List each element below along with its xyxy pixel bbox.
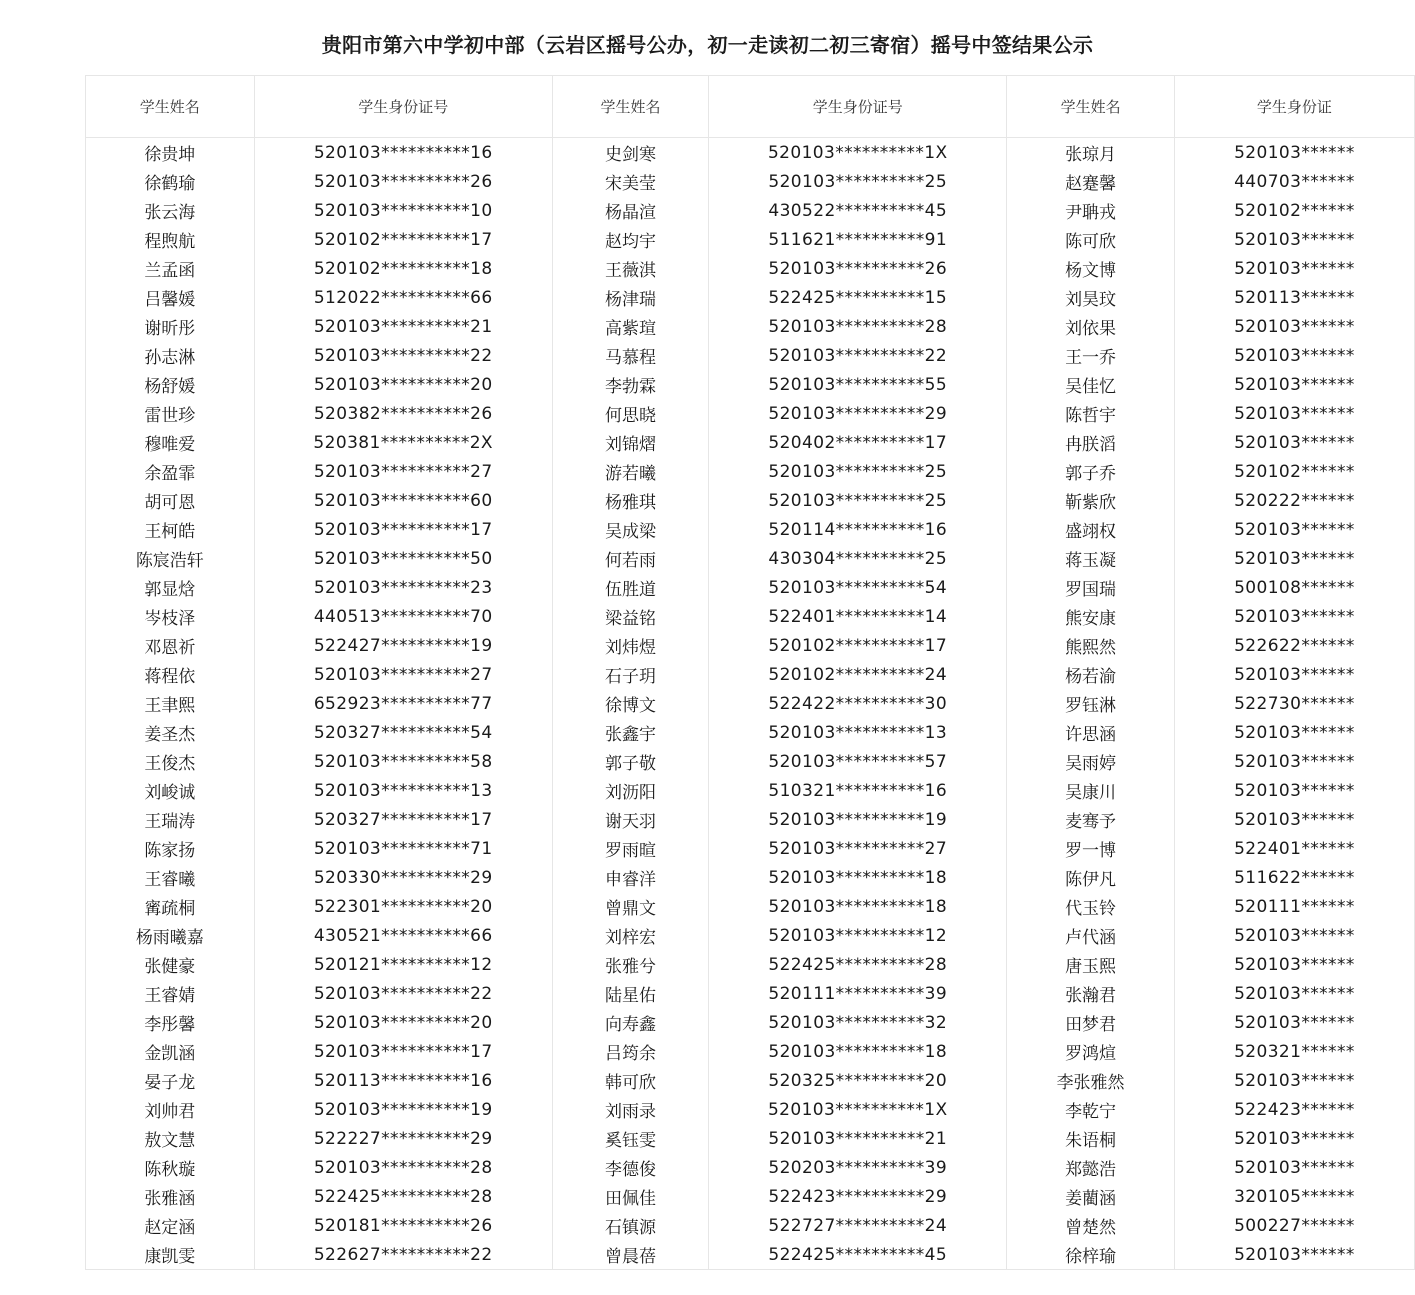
student-name-1-cell: 雷世珍 bbox=[86, 399, 255, 428]
student-id-1-cell: 520113**********16 bbox=[254, 1066, 552, 1095]
student-id-2-cell: 520103**********18 bbox=[709, 863, 1007, 892]
student-id-1-cell: 520102**********18 bbox=[254, 254, 552, 283]
student-id-2-cell: 520103**********12 bbox=[709, 921, 1007, 950]
student-id-1-cell: 520103**********17 bbox=[254, 515, 552, 544]
student-name-1-cell: 张雅涵 bbox=[86, 1182, 255, 1211]
table-row bbox=[86, 1124, 1415, 1153]
student-name-3-cell: 曾楚然 bbox=[1007, 1211, 1175, 1240]
table-row bbox=[86, 312, 1415, 341]
student-id-2-cell: 520103**********22 bbox=[709, 341, 1007, 370]
student-name-1-cell: 康凯雯 bbox=[86, 1240, 255, 1270]
student-name-2-cell: 石镇源 bbox=[552, 1211, 708, 1240]
table-row bbox=[86, 718, 1415, 747]
student-name-3-cell: 赵蹇馨 bbox=[1007, 167, 1175, 196]
table-row bbox=[86, 1037, 1415, 1066]
table-row bbox=[86, 689, 1415, 718]
student-id-1-cell: 520103**********23 bbox=[254, 573, 552, 602]
student-id-3-cell: 520103****** bbox=[1174, 602, 1414, 631]
student-id-3-cell: 520103****** bbox=[1174, 399, 1414, 428]
student-id-1-cell: 520103**********71 bbox=[254, 834, 552, 863]
student-id-3-cell: 520103****** bbox=[1174, 544, 1414, 573]
student-name-3-cell: 李张雅然 bbox=[1007, 1066, 1175, 1095]
student-id-3-cell: 520103****** bbox=[1174, 341, 1414, 370]
student-name-3-cell: 吴佳忆 bbox=[1007, 370, 1175, 399]
student-name-2-cell: 徐博文 bbox=[552, 689, 708, 718]
student-name-3-cell: 陈哲宇 bbox=[1007, 399, 1175, 428]
student-id-3-cell: 520103****** bbox=[1174, 747, 1414, 776]
student-id-1-cell: 520181**********26 bbox=[254, 1211, 552, 1240]
student-id-3-cell: 520321****** bbox=[1174, 1037, 1414, 1066]
student-id-2-cell: 522422**********30 bbox=[709, 689, 1007, 718]
student-name-1-cell: 杨雨曦嘉 bbox=[86, 921, 255, 950]
student-id-3-cell: 520103****** bbox=[1174, 312, 1414, 341]
student-id-1-cell: 520103**********27 bbox=[254, 457, 552, 486]
student-id-2-cell: 522425**********45 bbox=[709, 1240, 1007, 1270]
student-id-3-cell: 520103****** bbox=[1174, 225, 1414, 254]
student-name-2-cell: 曾晨蓓 bbox=[552, 1240, 708, 1270]
student-name-2-cell: 韩可欣 bbox=[552, 1066, 708, 1095]
student-name-2-cell: 吕筠余 bbox=[552, 1037, 708, 1066]
student-id-2-cell: 522423**********29 bbox=[709, 1182, 1007, 1211]
student-id-3-cell: 520103****** bbox=[1174, 515, 1414, 544]
student-name-1-cell: 敖文慧 bbox=[86, 1124, 255, 1153]
student-name-3-cell: 杨若渝 bbox=[1007, 660, 1175, 689]
student-id-1-cell: 520327**********54 bbox=[254, 718, 552, 747]
table-body bbox=[86, 138, 1415, 1270]
student-name-1-cell: 王柯皓 bbox=[86, 515, 255, 544]
student-name-1-cell: 岑枝泽 bbox=[86, 602, 255, 631]
student-name-2-cell: 李德俊 bbox=[552, 1153, 708, 1182]
student-name-3-cell: 盛翊权 bbox=[1007, 515, 1175, 544]
student-name-2-cell: 刘炜煜 bbox=[552, 631, 708, 660]
student-name-2-cell: 马慕程 bbox=[552, 341, 708, 370]
table-row bbox=[86, 660, 1415, 689]
student-id-3-cell: 520103****** bbox=[1174, 370, 1414, 399]
student-name-2-cell: 梁益铭 bbox=[552, 602, 708, 631]
student-id-1-cell: 522627**********22 bbox=[254, 1240, 552, 1270]
student-name-2-cell: 何思晓 bbox=[552, 399, 708, 428]
student-id-3-cell: 520103****** bbox=[1174, 254, 1414, 283]
table-row bbox=[86, 863, 1415, 892]
student-id-1-cell: 520382**********26 bbox=[254, 399, 552, 428]
student-name-3-cell: 刘昊玟 bbox=[1007, 283, 1175, 312]
student-name-3-cell: 姜藺涵 bbox=[1007, 1182, 1175, 1211]
student-id-3-cell: 520103****** bbox=[1174, 660, 1414, 689]
table-row bbox=[86, 544, 1415, 573]
student-name-1-cell: 王瑞涛 bbox=[86, 805, 255, 834]
student-name-3-cell: 罗国瑞 bbox=[1007, 573, 1175, 602]
table-header-row bbox=[86, 76, 1415, 138]
student-id-2-cell: 522401**********14 bbox=[709, 602, 1007, 631]
student-name-2-cell: 张雅兮 bbox=[552, 950, 708, 979]
student-name-1-cell: 刘帅君 bbox=[86, 1095, 255, 1124]
student-id-1-cell: 520103**********21 bbox=[254, 312, 552, 341]
student-name-1-cell: 赵定涵 bbox=[86, 1211, 255, 1240]
student-id-1-cell: 520103**********20 bbox=[254, 370, 552, 399]
student-name-1-cell: 寗疏桐 bbox=[86, 892, 255, 921]
student-id-2-cell: 511621**********91 bbox=[709, 225, 1007, 254]
student-id-2-cell: 522727**********24 bbox=[709, 1211, 1007, 1240]
table-row bbox=[86, 1240, 1415, 1270]
student-id-2-cell: 520103**********32 bbox=[709, 1008, 1007, 1037]
student-name-2-cell: 杨津瑞 bbox=[552, 283, 708, 312]
student-id-1-cell: 520103**********13 bbox=[254, 776, 552, 805]
student-name-2-cell: 田佩佳 bbox=[552, 1182, 708, 1211]
student-id-3-cell: 520222****** bbox=[1174, 486, 1414, 515]
student-id-1-cell: 520103**********10 bbox=[254, 196, 552, 225]
student-name-2-cell: 申睿洋 bbox=[552, 863, 708, 892]
student-name-2-cell: 谢天羽 bbox=[552, 805, 708, 834]
student-id-2-cell: 520103**********55 bbox=[709, 370, 1007, 399]
student-name-2-cell: 罗雨暄 bbox=[552, 834, 708, 863]
student-name-3-cell: 刘依果 bbox=[1007, 312, 1175, 341]
student-id-1-cell: 520103**********58 bbox=[254, 747, 552, 776]
student-id-2-cell: 520114**********16 bbox=[709, 515, 1007, 544]
student-name-3-cell: 杨文博 bbox=[1007, 254, 1175, 283]
table-row bbox=[86, 225, 1415, 254]
student-name-1-cell: 姜圣杰 bbox=[86, 718, 255, 747]
student-id-3-cell: 520103****** bbox=[1174, 979, 1414, 1008]
student-id-1-cell: 520121**********12 bbox=[254, 950, 552, 979]
student-name-2-cell: 赵均宇 bbox=[552, 225, 708, 254]
student-name-2-cell: 张鑫宇 bbox=[552, 718, 708, 747]
student-name-2-cell: 陆星佑 bbox=[552, 979, 708, 1008]
student-id-2-cell: 520325**********20 bbox=[709, 1066, 1007, 1095]
student-id-2-cell: 520103**********19 bbox=[709, 805, 1007, 834]
student-name-3-cell: 吴雨婷 bbox=[1007, 747, 1175, 776]
student-id-3-cell: 520103****** bbox=[1174, 921, 1414, 950]
table-row bbox=[86, 457, 1415, 486]
student-id-2-cell: 520103**********29 bbox=[709, 399, 1007, 428]
table-row bbox=[86, 196, 1415, 225]
table-row bbox=[86, 602, 1415, 631]
table-row bbox=[86, 950, 1415, 979]
student-id-3-cell: 500108****** bbox=[1174, 573, 1414, 602]
student-name-3-cell: 许思涵 bbox=[1007, 718, 1175, 747]
student-id-3-cell: 522401****** bbox=[1174, 834, 1414, 863]
student-id-2-cell: 522425**********28 bbox=[709, 950, 1007, 979]
table-row bbox=[86, 1153, 1415, 1182]
table-row bbox=[86, 138, 1415, 168]
student-id-3-cell: 511622****** bbox=[1174, 863, 1414, 892]
student-id-1-cell: 520103**********20 bbox=[254, 1008, 552, 1037]
student-id-1-cell: 520330**********29 bbox=[254, 863, 552, 892]
student-name-2-cell: 石子玥 bbox=[552, 660, 708, 689]
student-name-2-cell: 李勃霖 bbox=[552, 370, 708, 399]
student-name-1-cell: 王聿熙 bbox=[86, 689, 255, 718]
student-id-1-cell: 520103**********19 bbox=[254, 1095, 552, 1124]
student-name-1-cell: 王睿曦 bbox=[86, 863, 255, 892]
student-id-2-cell: 520203**********39 bbox=[709, 1153, 1007, 1182]
student-id-3-cell: 440703****** bbox=[1174, 167, 1414, 196]
student-id-2-cell: 520103**********1X bbox=[709, 138, 1007, 168]
student-name-1-cell: 张云海 bbox=[86, 196, 255, 225]
student-name-2-cell: 伍胜道 bbox=[552, 573, 708, 602]
student-name-3-cell: 罗鸿煊 bbox=[1007, 1037, 1175, 1066]
student-id-3-cell: 520103****** bbox=[1174, 1008, 1414, 1037]
student-name-1-cell: 穆唯爱 bbox=[86, 428, 255, 457]
student-name-3-cell: 陈可欣 bbox=[1007, 225, 1175, 254]
student-name-1-cell: 余盈霏 bbox=[86, 457, 255, 486]
student-id-1-cell: 520103**********16 bbox=[254, 138, 552, 168]
student-name-1-cell: 兰孟函 bbox=[86, 254, 255, 283]
student-name-1-cell: 陈家扬 bbox=[86, 834, 255, 863]
student-name-3-cell: 田梦君 bbox=[1007, 1008, 1175, 1037]
student-id-2-cell: 522425**********15 bbox=[709, 283, 1007, 312]
student-name-2-cell: 杨雅琪 bbox=[552, 486, 708, 515]
student-id-1-cell: 522427**********19 bbox=[254, 631, 552, 660]
student-name-1-cell: 陈秋璇 bbox=[86, 1153, 255, 1182]
student-id-3-cell: 520103****** bbox=[1174, 805, 1414, 834]
student-name-1-cell: 王俊杰 bbox=[86, 747, 255, 776]
student-id-1-cell: 520102**********17 bbox=[254, 225, 552, 254]
student-name-3-cell: 代玉铃 bbox=[1007, 892, 1175, 921]
student-name-1-cell: 徐鹤瑜 bbox=[86, 167, 255, 196]
student-name-3-cell: 张瀚君 bbox=[1007, 979, 1175, 1008]
student-id-3-cell: 520103****** bbox=[1174, 1153, 1414, 1182]
student-name-3-cell: 吴康川 bbox=[1007, 776, 1175, 805]
student-id-2-cell: 520103**********21 bbox=[709, 1124, 1007, 1153]
student-id-2-cell: 520103**********13 bbox=[709, 718, 1007, 747]
student-id-1-cell: 520381**********2X bbox=[254, 428, 552, 457]
header-student-name-1: 学生姓名 bbox=[86, 76, 255, 138]
student-name-2-cell: 刘锦熠 bbox=[552, 428, 708, 457]
student-id-1-cell: 520103**********17 bbox=[254, 1037, 552, 1066]
table-row bbox=[86, 1211, 1415, 1240]
student-id-3-cell: 520103****** bbox=[1174, 718, 1414, 747]
student-name-2-cell: 向寿鑫 bbox=[552, 1008, 708, 1037]
student-name-1-cell: 谢昕彤 bbox=[86, 312, 255, 341]
student-id-1-cell: 522227**********29 bbox=[254, 1124, 552, 1153]
student-name-1-cell: 王睿婧 bbox=[86, 979, 255, 1008]
student-name-1-cell: 杨舒媛 bbox=[86, 370, 255, 399]
student-name-3-cell: 蒋玉凝 bbox=[1007, 544, 1175, 573]
student-id-2-cell: 520402**********17 bbox=[709, 428, 1007, 457]
student-id-3-cell: 520111****** bbox=[1174, 892, 1414, 921]
student-name-3-cell: 陈伊凡 bbox=[1007, 863, 1175, 892]
student-id-3-cell: 520103****** bbox=[1174, 950, 1414, 979]
student-id-2-cell: 520103**********25 bbox=[709, 167, 1007, 196]
student-id-1-cell: 520103**********22 bbox=[254, 979, 552, 1008]
student-id-2-cell: 520102**********24 bbox=[709, 660, 1007, 689]
header-student-id-2: 学生身份证号 bbox=[709, 76, 1007, 138]
student-id-2-cell: 520111**********39 bbox=[709, 979, 1007, 1008]
table-row bbox=[86, 921, 1415, 950]
student-id-1-cell: 520327**********17 bbox=[254, 805, 552, 834]
student-id-3-cell: 520103****** bbox=[1174, 1066, 1414, 1095]
student-id-3-cell: 520103****** bbox=[1174, 1240, 1414, 1270]
student-id-2-cell: 430522**********45 bbox=[709, 196, 1007, 225]
results-table-viewport[interactable] bbox=[85, 75, 1355, 1272]
student-name-2-cell: 史剑寒 bbox=[552, 138, 708, 168]
table-row bbox=[86, 747, 1415, 776]
student-name-1-cell: 陈宸浩轩 bbox=[86, 544, 255, 573]
table-row bbox=[86, 892, 1415, 921]
student-name-3-cell: 麦骞予 bbox=[1007, 805, 1175, 834]
table-row bbox=[86, 805, 1415, 834]
student-name-2-cell: 何若雨 bbox=[552, 544, 708, 573]
table-row bbox=[86, 283, 1415, 312]
student-id-3-cell: 520113****** bbox=[1174, 283, 1414, 312]
student-name-1-cell: 郭显焓 bbox=[86, 573, 255, 602]
student-name-3-cell: 罗一博 bbox=[1007, 834, 1175, 863]
student-name-2-cell: 高紫瑄 bbox=[552, 312, 708, 341]
table-row bbox=[86, 979, 1415, 1008]
table-row bbox=[86, 486, 1415, 515]
student-id-1-cell: 520103**********60 bbox=[254, 486, 552, 515]
student-id-2-cell: 520103**********57 bbox=[709, 747, 1007, 776]
table-row bbox=[86, 1008, 1415, 1037]
student-id-1-cell: 430521**********66 bbox=[254, 921, 552, 950]
table-row bbox=[86, 341, 1415, 370]
table-row bbox=[86, 834, 1415, 863]
student-id-3-cell: 500227****** bbox=[1174, 1211, 1414, 1240]
student-id-3-cell: 520103****** bbox=[1174, 1124, 1414, 1153]
table-row bbox=[86, 515, 1415, 544]
student-id-1-cell: 520103**********22 bbox=[254, 341, 552, 370]
header-student-id-3: 学生身份证 bbox=[1174, 76, 1414, 138]
student-name-1-cell: 程煦航 bbox=[86, 225, 255, 254]
student-name-3-cell: 唐玉熙 bbox=[1007, 950, 1175, 979]
student-name-3-cell: 郑懿浩 bbox=[1007, 1153, 1175, 1182]
table-row bbox=[86, 1095, 1415, 1124]
student-id-2-cell: 520103**********25 bbox=[709, 457, 1007, 486]
student-name-1-cell: 蒋程依 bbox=[86, 660, 255, 689]
student-id-1-cell: 652923**********77 bbox=[254, 689, 552, 718]
student-name-3-cell: 尹聃戎 bbox=[1007, 196, 1175, 225]
student-id-3-cell: 520102****** bbox=[1174, 196, 1414, 225]
student-name-2-cell: 游若曦 bbox=[552, 457, 708, 486]
student-id-3-cell: 522423****** bbox=[1174, 1095, 1414, 1124]
student-id-3-cell: 520102****** bbox=[1174, 457, 1414, 486]
student-name-3-cell: 卢代涵 bbox=[1007, 921, 1175, 950]
student-id-1-cell: 520103**********28 bbox=[254, 1153, 552, 1182]
student-name-3-cell: 朱语桐 bbox=[1007, 1124, 1175, 1153]
student-id-2-cell: 430304**********25 bbox=[709, 544, 1007, 573]
student-id-2-cell: 520103**********27 bbox=[709, 834, 1007, 863]
page-title: 贵阳市第六中学初中部（云岩区摇号公办，初一走读初二初三寄宿）摇号中签结果公示 bbox=[321, 33, 1094, 57]
student-id-1-cell: 520103**********50 bbox=[254, 544, 552, 573]
student-name-3-cell: 靳紫欣 bbox=[1007, 486, 1175, 515]
student-id-1-cell: 522425**********28 bbox=[254, 1182, 552, 1211]
student-name-3-cell: 郭子乔 bbox=[1007, 457, 1175, 486]
table-row bbox=[86, 631, 1415, 660]
student-id-1-cell: 520103**********26 bbox=[254, 167, 552, 196]
student-name-2-cell: 宋美莹 bbox=[552, 167, 708, 196]
student-id-2-cell: 520102**********17 bbox=[709, 631, 1007, 660]
student-id-3-cell: 520103****** bbox=[1174, 138, 1414, 168]
table-row bbox=[86, 1182, 1415, 1211]
student-name-1-cell: 张健豪 bbox=[86, 950, 255, 979]
student-name-2-cell: 吴成梁 bbox=[552, 515, 708, 544]
student-name-3-cell: 罗钰淋 bbox=[1007, 689, 1175, 718]
student-name-2-cell: 郭子敬 bbox=[552, 747, 708, 776]
student-id-2-cell: 520103**********28 bbox=[709, 312, 1007, 341]
student-name-2-cell: 刘雨录 bbox=[552, 1095, 708, 1124]
student-id-1-cell: 512022**********66 bbox=[254, 283, 552, 312]
header-student-name-3: 学生姓名 bbox=[1007, 76, 1175, 138]
student-id-3-cell: 520103****** bbox=[1174, 776, 1414, 805]
student-id-3-cell: 522730****** bbox=[1174, 689, 1414, 718]
student-name-1-cell: 晏子龙 bbox=[86, 1066, 255, 1095]
student-name-3-cell: 张琼月 bbox=[1007, 138, 1175, 168]
results-table bbox=[85, 75, 1415, 1270]
student-id-2-cell: 520103**********25 bbox=[709, 486, 1007, 515]
student-name-3-cell: 徐梓瑜 bbox=[1007, 1240, 1175, 1270]
student-id-1-cell: 520103**********27 bbox=[254, 660, 552, 689]
table-row bbox=[86, 428, 1415, 457]
student-id-3-cell: 520103****** bbox=[1174, 428, 1414, 457]
student-name-2-cell: 杨晶渲 bbox=[552, 196, 708, 225]
student-name-1-cell: 刘峻诚 bbox=[86, 776, 255, 805]
header-student-id-1: 学生身份证号 bbox=[254, 76, 552, 138]
student-name-3-cell: 李乾宁 bbox=[1007, 1095, 1175, 1124]
student-name-3-cell: 熊安康 bbox=[1007, 602, 1175, 631]
student-name-2-cell: 奚钰雯 bbox=[552, 1124, 708, 1153]
student-id-1-cell: 522301**********20 bbox=[254, 892, 552, 921]
student-id-2-cell: 510321**********16 bbox=[709, 776, 1007, 805]
student-name-1-cell: 胡可恩 bbox=[86, 486, 255, 515]
student-name-1-cell: 邓恩祈 bbox=[86, 631, 255, 660]
student-name-1-cell: 金凯涵 bbox=[86, 1037, 255, 1066]
student-name-1-cell: 孙志淋 bbox=[86, 341, 255, 370]
table-row bbox=[86, 573, 1415, 602]
student-id-3-cell: 522622****** bbox=[1174, 631, 1414, 660]
student-id-2-cell: 520103**********18 bbox=[709, 892, 1007, 921]
student-name-3-cell: 熊熙然 bbox=[1007, 631, 1175, 660]
table-row bbox=[86, 254, 1415, 283]
student-name-2-cell: 刘梓宏 bbox=[552, 921, 708, 950]
student-id-2-cell: 520103**********54 bbox=[709, 573, 1007, 602]
student-id-2-cell: 520103**********1X bbox=[709, 1095, 1007, 1124]
student-id-3-cell: 320105****** bbox=[1174, 1182, 1414, 1211]
student-id-2-cell: 520103**********26 bbox=[709, 254, 1007, 283]
student-name-2-cell: 刘沥阳 bbox=[552, 776, 708, 805]
student-name-1-cell: 吕馨媛 bbox=[86, 283, 255, 312]
student-name-2-cell: 王薇淇 bbox=[552, 254, 708, 283]
table-row bbox=[86, 1066, 1415, 1095]
student-id-2-cell: 520103**********18 bbox=[709, 1037, 1007, 1066]
header-student-name-2: 学生姓名 bbox=[552, 76, 708, 138]
table-row bbox=[86, 167, 1415, 196]
student-name-3-cell: 王一乔 bbox=[1007, 341, 1175, 370]
table-row bbox=[86, 399, 1415, 428]
student-name-3-cell: 冉朕滔 bbox=[1007, 428, 1175, 457]
student-id-1-cell: 440513**********70 bbox=[254, 602, 552, 631]
student-name-2-cell: 曾鼎文 bbox=[552, 892, 708, 921]
student-name-1-cell: 李彤馨 bbox=[86, 1008, 255, 1037]
student-name-1-cell: 徐贵坤 bbox=[86, 138, 255, 168]
table-row bbox=[86, 776, 1415, 805]
table-row bbox=[86, 370, 1415, 399]
